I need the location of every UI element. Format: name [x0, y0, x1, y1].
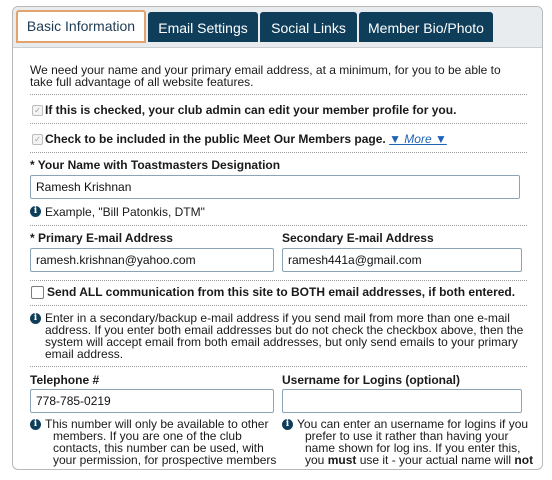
info-circle-icon: i [30, 206, 41, 217]
username-note-text: you [305, 453, 328, 467]
username-note-line-3: name shown for log ins. If you enter this, [305, 441, 521, 455]
public-members-text: Check to be included in the public Meet Our Members page. [45, 132, 386, 146]
send-all-label: Send ALL communication from this site to BOTH email addresses, if both entered. [47, 285, 516, 299]
telephone-note-line-3: contacts, this number can be used, with [53, 441, 264, 455]
telephone-label: Telephone # [30, 373, 100, 387]
username-note-text: use it - your actual name will [356, 453, 515, 467]
secondary-email-label: Secondary E-mail Address [282, 231, 434, 245]
name-label: * Your Name with Toastmasters Designation [30, 158, 281, 172]
divider [30, 366, 527, 367]
username-note-line-2: prefer to use it rather than having your [305, 429, 509, 443]
telephone-note-line-1: This number will only be available to other [45, 417, 269, 431]
email-note-line-2: address. If you enter both email addresses but do not check the checkbox above, then the [45, 323, 524, 337]
username-label: Username for Logins (optional) [282, 373, 461, 387]
intro-line-1: We need your name and your primary email address, at a minimum, for you to be able to [30, 63, 501, 77]
checkmark-icon: ✓ [34, 106, 41, 115]
tab-bar [13, 7, 542, 48]
username-input[interactable] [282, 389, 522, 413]
name-input[interactable]: Ramesh Krishnan [30, 175, 520, 199]
divider [30, 225, 527, 226]
tab-member-bio-photo[interactable]: Member Bio/Photo [359, 12, 493, 42]
username-note-emphasis: must [327, 453, 357, 467]
email-note-line-1: Enter in a secondary/backup e-mail address if you send mail from more than one e-mail [45, 311, 510, 325]
secondary-email-input[interactable]: ramesh441a@gmail.com [282, 248, 522, 272]
username-note-line-4 [305, 454, 533, 467]
username-note-emphasis: not [514, 453, 534, 467]
divider [30, 280, 527, 281]
info-circle-icon: i [30, 313, 41, 324]
public-members-label [45, 133, 447, 146]
name-hint: Example, "Bill Patonkis, DTM" [45, 205, 205, 219]
intro-line-2: take full advantage of all website features. [30, 75, 254, 89]
email-note-line-4: email address. [45, 347, 124, 361]
tab-basic-information[interactable]: Basic Information [16, 10, 146, 43]
info-circle-icon: i [282, 419, 293, 430]
username-note-line-1: You can enter an username for logins if you [297, 417, 529, 431]
divider [30, 305, 527, 306]
admin-edit-checkbox[interactable] [32, 105, 43, 116]
primary-email-input[interactable]: ramesh.krishnan@yahoo.com [30, 248, 274, 272]
divider [30, 152, 527, 153]
more-link[interactable]: ▼ More ▼ [389, 132, 447, 146]
primary-email-label: * Primary E-mail Address [30, 231, 173, 245]
checkmark-icon: ✓ [34, 135, 41, 144]
admin-edit-label: If this is checked, your club admin can edit your member profile for you. [45, 103, 457, 117]
info-circle-icon: i [30, 419, 41, 430]
tab-email-settings[interactable]: Email Settings [148, 12, 258, 42]
basic-information-panel [13, 48, 542, 469]
send-all-checkbox[interactable] [31, 286, 44, 299]
public-members-checkbox[interactable] [32, 134, 43, 145]
telephone-note-line-4: your permission, for prospective members [53, 453, 277, 467]
tab-social-links[interactable]: Social Links [260, 12, 357, 42]
divider [30, 123, 527, 124]
telephone-input[interactable]: 778-785-0219 [30, 389, 274, 413]
divider [30, 94, 527, 95]
profile-form-window [12, 6, 543, 470]
telephone-note-line-2: members. If you are one of the club [53, 429, 242, 443]
email-note-line-3: system will accept email from both email addresses, but only send emails to your primary [45, 335, 518, 349]
